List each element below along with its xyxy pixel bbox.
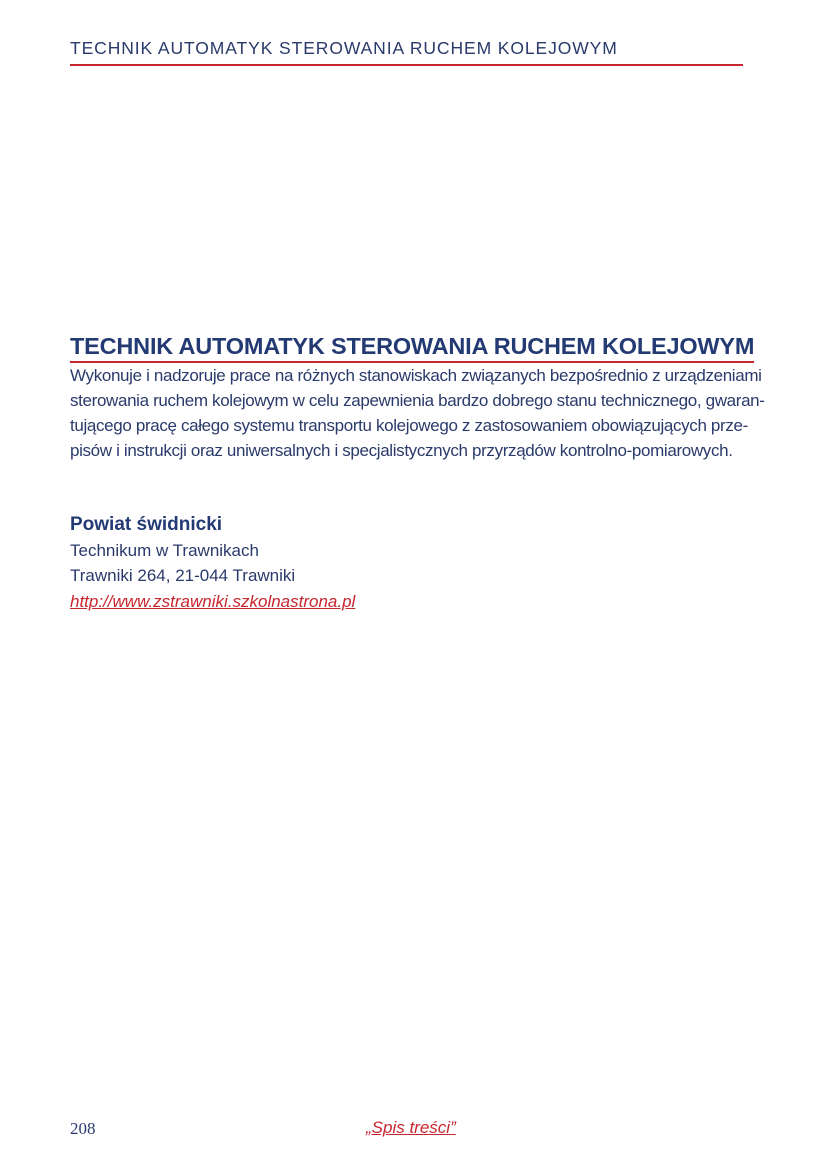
page-number: 208 [70,1119,96,1138]
description-line: tującego pracę całego systemu transportu kolejowego z zastosowaniem obowiązujących prze- [70,416,748,435]
school-website-link[interactable]: http://www.zstrawniki.szkolnastrona.pl [70,591,356,611]
description-line: sterowania ruchem kolejowym w celu zapewnienia bardzo dobrego stanu technicznego, gwaran- [70,391,765,410]
description-line: pisów i instrukcji oraz uniwersalnych i specjalistycznych przyrządów kontrolno-pomiarowych. [70,441,733,460]
description [70,363,765,463]
running-header: TECHNIK AUTOMATYK STEROWANIA RUCHEM KOLEJOWYM [70,38,618,58]
county-title: Powiat świdnicki [70,514,223,535]
section-title: TECHNIK AUTOMATYK STEROWANIA RUCHEM KOLEJOWYM [70,333,754,363]
description-line: Wykonuje i nadzoruje prace na różnych stanowiskach związanych bezpośrednio z urządzeniami [70,366,762,385]
school-name: Technikum w Trawnikach [70,540,259,560]
header-rule [70,64,743,66]
school-block [70,512,355,614]
school-address: Trawniki 264, 21-044 Trawniki [70,566,296,585]
table-of-contents-link[interactable]: „Spis treści” [366,1118,456,1137]
